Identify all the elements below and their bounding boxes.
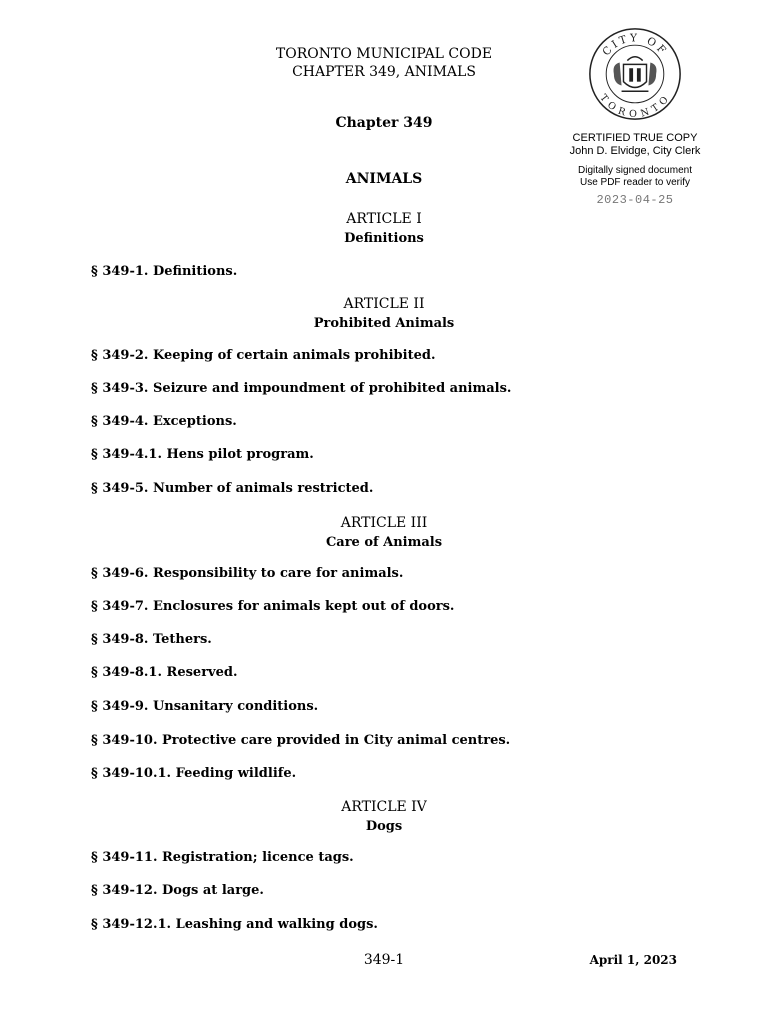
seal-text-top: CITY OF <box>600 32 670 59</box>
article-number: ARTICLE I <box>346 211 422 227</box>
header-code-title: TORONTO MUNICIPAL CODE <box>275 46 493 62</box>
verify-note: Use PDF reader to verify <box>579 177 691 188</box>
svg-text:TORONTO <box>597 92 672 120</box>
digital-signature-note: Digitally signed document <box>578 165 692 176</box>
section-link[interactable]: § 349-9. Unsanitary conditions. <box>91 699 319 714</box>
article-heading <box>234 210 534 248</box>
article-name: Prohibited Animals <box>313 316 455 331</box>
section-link[interactable]: § 349-4.1. Hens pilot program. <box>91 447 314 462</box>
document-header <box>234 45 534 81</box>
section-link[interactable]: § 349-10. Protective care provided in City animal centres. <box>91 733 511 748</box>
chapter-title: ANIMALS <box>345 171 423 187</box>
article-number: ARTICLE III <box>340 515 428 531</box>
section-link[interactable]: § 349-8. Tethers. <box>91 632 212 647</box>
article-heading <box>234 514 534 552</box>
article-number: ARTICLE IV <box>341 799 427 815</box>
section-link[interactable]: § 349-8.1. Reserved. <box>91 665 238 680</box>
section-link[interactable]: § 349-11. Registration; licence tags. <box>91 850 354 865</box>
signature-date: 2023-04-25 <box>596 193 674 207</box>
section-link[interactable]: § 349-5. Number of animals restricted. <box>91 481 374 496</box>
header-chapter-title: CHAPTER 349, ANIMALS <box>292 64 476 80</box>
section-link[interactable]: § 349-12.1. Leashing and walking dogs. <box>91 917 378 932</box>
section-link[interactable]: § 349-2. Keeping of certain animals prohibited. <box>91 348 436 363</box>
article-heading <box>234 295 534 333</box>
section-link[interactable]: § 349-7. Enclosures for animals kept out of doors. <box>91 599 455 614</box>
footer-date: April 1, 2023 <box>589 953 677 967</box>
chapter-heading: Chapter 349 <box>335 115 433 131</box>
section-link[interactable]: § 349-12. Dogs at large. <box>91 883 264 898</box>
article-name: Definitions <box>344 231 424 246</box>
article-name: Care of Animals <box>325 535 443 550</box>
section-link[interactable]: § 349-3. Seizure and impoundment of prohibited animals. <box>91 381 512 396</box>
article-heading <box>234 798 534 836</box>
section-link[interactable]: § 349-10.1. Feeding wildlife. <box>91 766 297 781</box>
article-number: ARTICLE II <box>343 296 425 312</box>
city-seal-icon <box>587 26 683 122</box>
seal-text-bottom: TORONTO <box>597 92 673 120</box>
section-link[interactable]: § 349-6. Responsibility to care for animals. <box>91 566 404 581</box>
section-link[interactable]: § 349-4. Exceptions. <box>91 414 237 429</box>
clerk-name: John D. Elvidge, City Clerk <box>569 145 701 157</box>
certification-block <box>560 26 710 207</box>
section-link[interactable]: § 349-1. Definitions. <box>91 264 238 279</box>
article-name: Dogs <box>365 819 403 834</box>
page-number: 349-1 <box>363 952 405 968</box>
certified-copy-label: CERTIFIED TRUE COPY <box>572 132 698 144</box>
